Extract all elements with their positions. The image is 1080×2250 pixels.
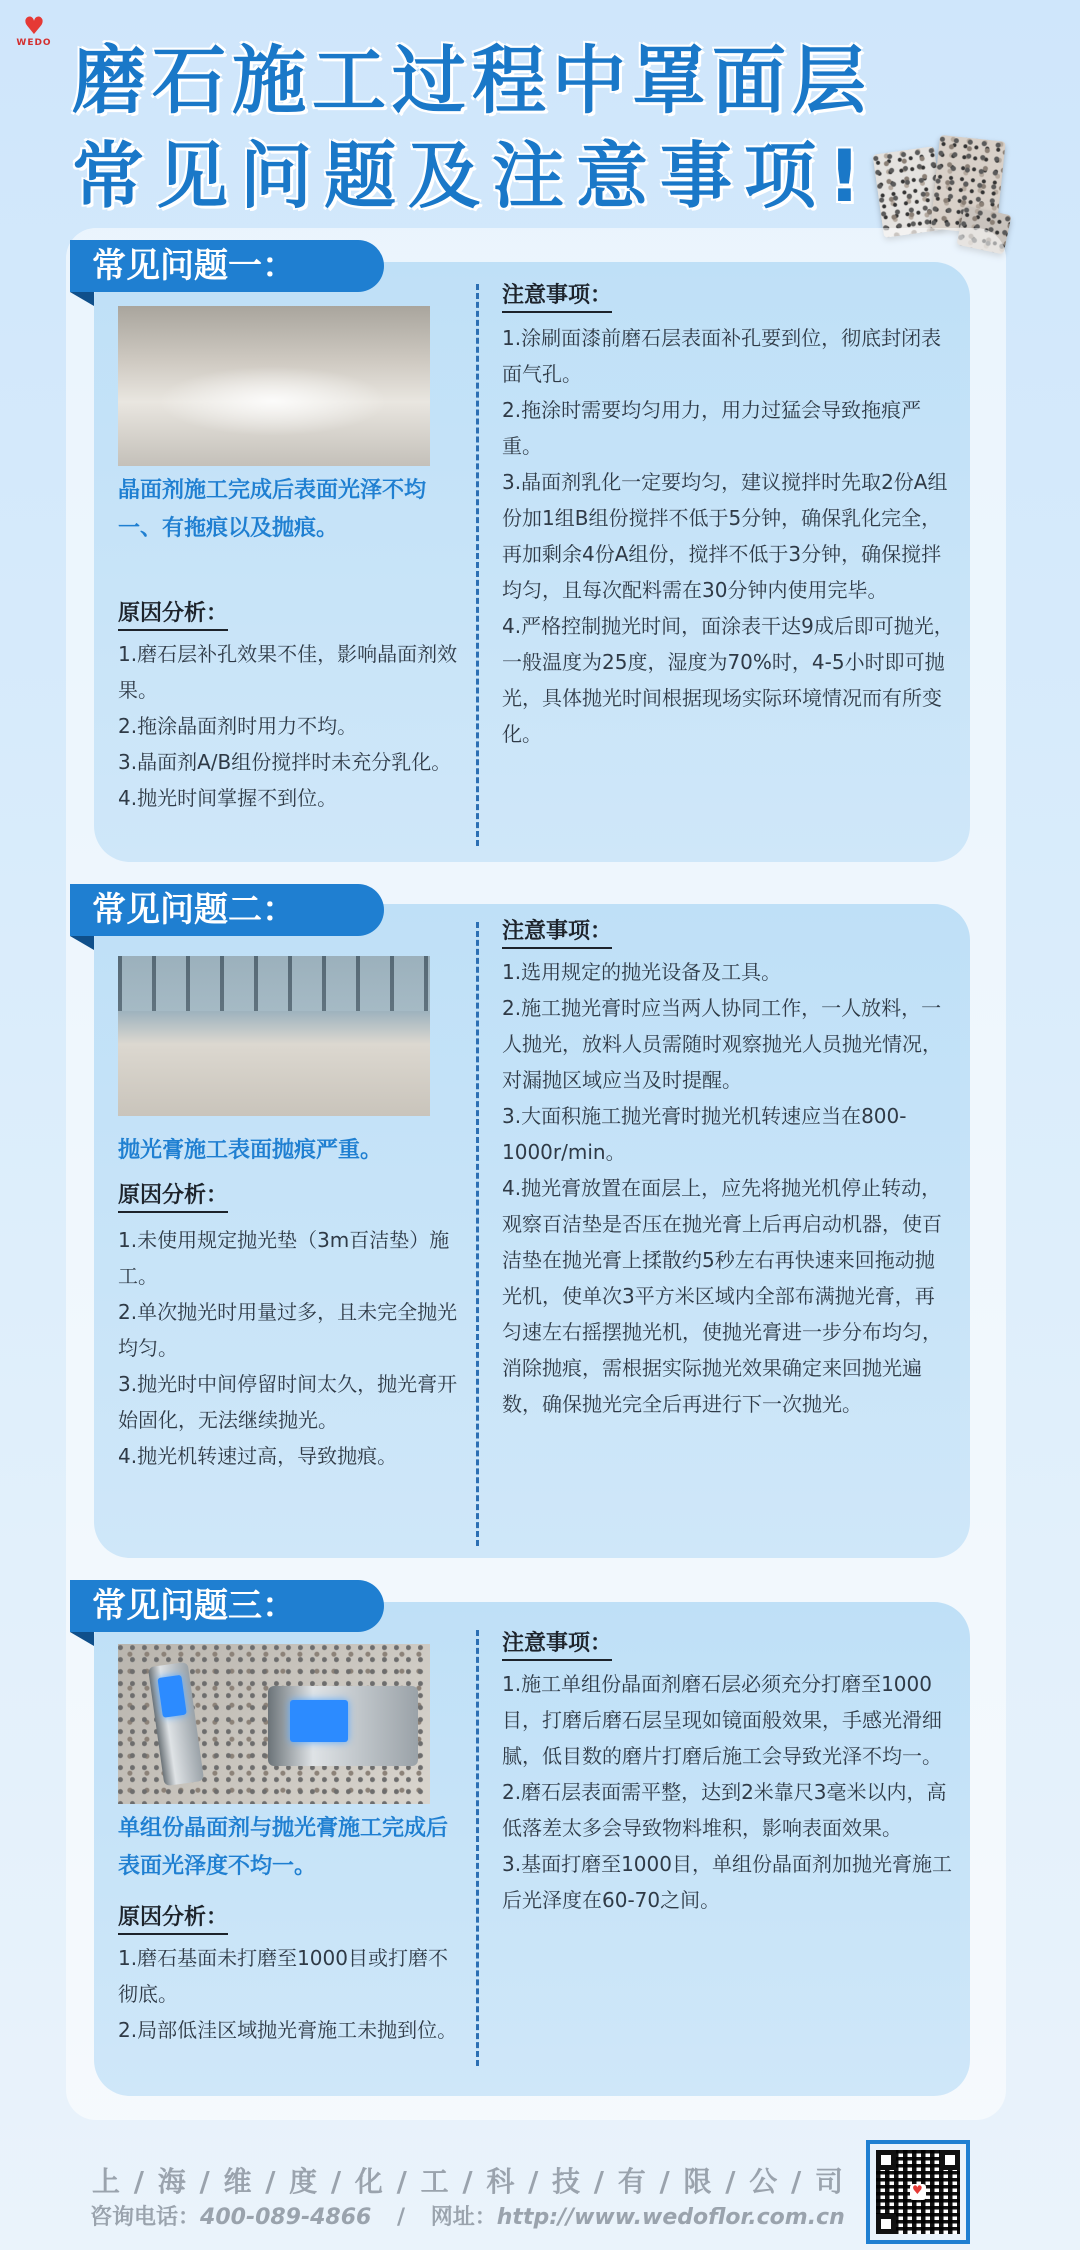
problem-description-3: 单组份晶面剂与抛光膏施工完成后表面光泽度不均一。	[118, 1816, 449, 1879]
phone-label: 咨询电话：	[90, 2205, 201, 2230]
list-item: 2.单次抛光时用量过多，且未完全抛光均匀。	[118, 1300, 458, 1360]
problem-description-2: 抛光膏施工表面抛痕严重。	[118, 1138, 383, 1163]
gloss-meter-image	[268, 1686, 418, 1766]
list-item: 3.大面积施工抛光膏时抛光机转速应当在800-1000r/min。	[502, 1104, 907, 1164]
list-item: 2.局部低洼区域抛光膏施工未抛到位。	[118, 2018, 458, 2042]
section-photo-1	[118, 306, 430, 466]
website-link[interactable]: http://www.wedoflor.com.cn	[496, 2205, 845, 2230]
cause-title-2: 原因分析：	[118, 1178, 228, 1213]
list-item: 4.严格控制抛光时间，面涂表干达9成后即可抛光，一般温度为25度，湿度为70%时，4-5小时即可抛光，具体抛光时间根据现场实际环境情况而有所变化。	[502, 614, 954, 746]
qr-code-icon	[866, 2140, 970, 2244]
list-item: 1.选用规定的抛光设备及工具。	[502, 960, 782, 984]
brand-logo	[14, 14, 54, 48]
page-title-line2: 常见问题及注意事项!	[72, 134, 873, 218]
list-item: 1.施工单组份晶面剂磨石层必须充分打磨至1000目，打磨后磨石层呈现如镜面般效果，手感光滑细腻，低目数的磨片打磨后施工会导致光泽不均一。	[502, 1672, 942, 1768]
phone-number[interactable]: 400-089-4866	[200, 2205, 372, 2230]
contact-separator: /	[397, 2205, 406, 2230]
section-divider-3	[476, 1630, 479, 2066]
brand-logo-text: WEDO	[16, 38, 52, 48]
notes-title-2: 注意事项：	[502, 914, 612, 949]
website-label: 网址：	[430, 2205, 497, 2230]
list-item: 4.抛光时间掌握不到位。	[118, 786, 338, 810]
section-divider-1	[476, 284, 479, 846]
list-item: 2.拖涂时需要均匀用力，用力过猛会导致拖痕严重。	[502, 398, 922, 458]
list-item: 3.晶面剂乳化一定要均匀，建议搅拌时先取2份A组份加1组B组份搅拌不低于5分钟，确保乳化完全，再加剩余4份A组份，搅拌不低于3分钟，确保搅拌均匀，且每次配料需在30分钟内使用完毕。	[502, 470, 948, 602]
cause-title-3: 原因分析：	[118, 1900, 228, 1935]
list-item: 2.磨石层表面需平整，达到2米靠尺3毫米以内，高低落差太多会导致物料堆积，影响表面效果。	[502, 1780, 947, 1840]
list-item: 2.施工抛光膏时应当两人协同工作，一人放料，一人抛光，放料人员需随时观察抛光人员抛光情况，对漏抛区域应当及时提醒。	[502, 996, 942, 1092]
section-divider-2	[476, 922, 479, 1546]
list-item: 1.磨石层补孔效果不佳，影响晶面剂效果。	[118, 642, 458, 702]
list-item: 3.晶面剂A/B组份搅拌时未充分乳化。	[118, 750, 452, 774]
page-title-line1: 磨石施工过程中罩面层	[72, 38, 872, 124]
section-tag-1: 常见问题一：	[70, 240, 384, 292]
list-item: 4.抛光膏放置在面层上，应先将抛光机停止转动，观察百洁垫是否压在抛光膏上后再启动机器，使百洁垫在抛光膏上揉散约5秒左右再快速来回拖动抛光机，使单次3平方米区域内全部布满抛光膏，再匀速左右摇摆抛光机，使抛光膏进一步分布均匀，消除抛痕，需根据实际抛光效果确定来回抛光遍数，确保抛光完全后再进行下一次抛光。	[502, 1176, 942, 1416]
heart-logo-icon: ♥	[23, 12, 45, 40]
section-tag-2: 常见问题二：	[70, 884, 384, 936]
cause-list-2	[118, 1222, 458, 1474]
notes-title-3: 注意事项：	[502, 1626, 612, 1661]
company-name: 上 / 海 / 维 / 度 / 化 / 工 / 科 / 技 / 有 / 限 / 公 / 司	[92, 2165, 845, 2198]
notes-title-1: 注意事项：	[502, 278, 612, 313]
section-photo-3	[118, 1644, 430, 1804]
section-photo-2	[118, 956, 430, 1116]
notes-list-3	[502, 1666, 954, 1918]
section-tag-3: 常见问题三：	[70, 1580, 384, 1632]
cause-title-1: 原因分析：	[118, 596, 228, 631]
list-item: 2.拖涂晶面剂时用力不均。	[118, 714, 358, 738]
notes-list-1	[502, 320, 954, 752]
list-item: 1.磨石基面未打磨至1000目或打磨不彻底。	[118, 1946, 448, 2006]
list-item: 1.未使用规定抛光垫（3m百洁垫）施工。	[118, 1228, 450, 1288]
gloss-meter-image	[148, 1662, 204, 1786]
list-item: 3.抛光时中间停留时间太久，抛光膏开始固化，无法继续抛光。	[118, 1372, 458, 1432]
list-item: 4.抛光机转速过高，导致抛痕。	[118, 1444, 398, 1468]
cause-list-1	[118, 636, 458, 816]
contact-line	[90, 2200, 845, 2231]
notes-list-2	[502, 954, 954, 1422]
list-item: 3.基面打磨至1000目，单组份晶面剂加抛光膏施工后光泽度在60-70之间。	[502, 1852, 952, 1912]
list-item: 1.涂刷面漆前磨石层表面补孔要到位，彻底封闭表面气孔。	[502, 326, 942, 386]
problem-description-1: 晶面剂施工完成后表面光泽不均一、有拖痕以及抛痕。	[118, 478, 427, 541]
cause-list-3	[118, 1940, 458, 2048]
